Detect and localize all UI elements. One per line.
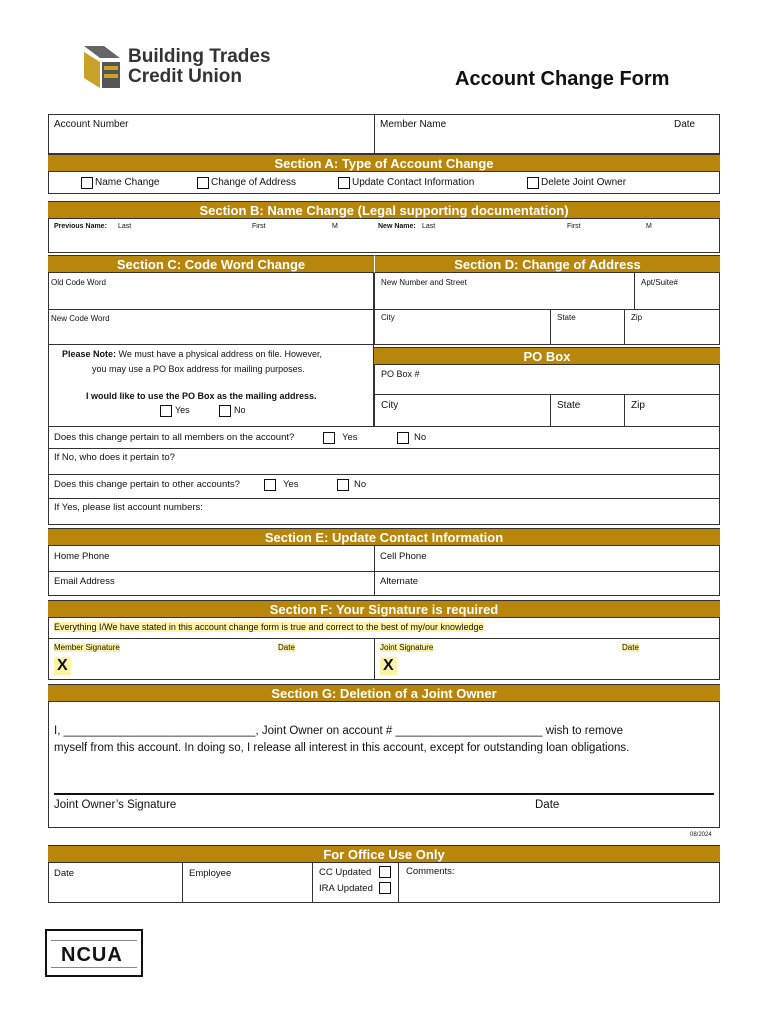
logo-line2: Credit Union xyxy=(128,66,242,87)
all-members-yes-label: Yes xyxy=(342,432,358,443)
name-change-label: Name Change xyxy=(95,177,160,188)
who-pertain-field[interactable]: If No, who does it pertain to? xyxy=(54,452,175,463)
cc-updated-label: CC Updated xyxy=(319,867,372,878)
section-a-header: Section A: Type of Account Change xyxy=(48,154,720,172)
ncua-logo-text: NCUA xyxy=(61,944,123,966)
change-of-address-checkbox[interactable] xyxy=(197,177,209,189)
ncua-badge xyxy=(45,929,143,977)
other-accounts-yes-checkbox[interactable] xyxy=(264,479,276,491)
cell-phone-field[interactable]: Cell Phone xyxy=(380,551,427,562)
new-name-label: New Name: xyxy=(378,223,416,230)
update-contact-checkbox[interactable] xyxy=(338,177,350,189)
logo-line1: Building Trades xyxy=(128,46,271,67)
joint-owner-statement-1: I, ______________________________, Joint Owner on account # _______________________ wish to remove xyxy=(54,725,624,737)
name-change-checkbox[interactable] xyxy=(81,177,93,189)
joint-signature-label: Joint Signature xyxy=(380,643,434,652)
alternate-field[interactable]: Alternate xyxy=(380,576,419,587)
ira-updated-label: IRA Updated xyxy=(319,883,373,894)
office-employee-field[interactable]: Employee xyxy=(189,868,232,879)
po-box-header: PO Box xyxy=(374,347,720,365)
delete-joint-owner-checkbox[interactable] xyxy=(527,177,539,189)
account-number-field[interactable]: Account Number xyxy=(54,119,129,130)
delete-joint-owner-label: Delete Joint Owner xyxy=(541,177,627,188)
member-name-field[interactable]: Member Name xyxy=(380,119,447,130)
joint-owner-date-label[interactable]: Date xyxy=(535,799,560,811)
po-city-field[interactable]: City xyxy=(381,400,399,411)
joint-date-label: Date xyxy=(622,643,639,652)
new-last-field[interactable]: Last xyxy=(422,223,436,230)
all-members-question: Does this change pertain to all members on the account? xyxy=(54,432,295,443)
account-numbers-field[interactable]: If Yes, please list account numbers: xyxy=(54,502,203,513)
section-e-header: Section E: Update Contact Information xyxy=(48,528,720,546)
joint-owner-statement-2: myself from this account. In doing so, I release all interest in this account, except for outstanding loan obligations. xyxy=(54,742,630,754)
note-text-1: Please Note: We must have a physical address on file. However, xyxy=(62,349,322,359)
section-c-header: Section C: Code Word Change xyxy=(48,255,374,273)
top-date-field[interactable]: Date xyxy=(674,119,696,130)
other-accounts-yes-label: Yes xyxy=(283,479,299,490)
po-mailing-yes-label: Yes xyxy=(175,405,190,415)
office-use-header: For Office Use Only xyxy=(48,845,720,863)
po-box-number-field[interactable]: PO Box # xyxy=(381,369,420,379)
change-of-address-label: Change of Address xyxy=(211,177,297,188)
po-mailing-no-checkbox[interactable] xyxy=(219,405,231,417)
new-code-word-field[interactable]: New Code Word xyxy=(51,314,110,323)
form-version: 08/2024 xyxy=(690,832,712,838)
other-accounts-no-checkbox[interactable] xyxy=(337,479,349,491)
home-phone-field[interactable]: Home Phone xyxy=(54,551,110,562)
new-state-field[interactable]: State xyxy=(557,313,576,322)
po-state-field[interactable]: State xyxy=(557,400,581,411)
member-date-label: Date xyxy=(278,643,295,652)
all-members-no-checkbox[interactable] xyxy=(397,432,409,444)
section-b-header: Section B: Name Change (Legal supporting documentation) xyxy=(48,201,720,219)
po-zip-field[interactable]: Zip xyxy=(631,400,645,411)
section-f-header: Section F: Your Signature is required xyxy=(48,600,720,618)
new-city-field[interactable]: City xyxy=(381,313,395,322)
update-contact-label: Update Contact Information xyxy=(352,177,475,188)
cc-updated-checkbox[interactable] xyxy=(379,866,391,878)
previous-first-field[interactable]: First xyxy=(252,223,266,230)
office-date-field[interactable]: Date xyxy=(54,868,75,879)
section-g-header: Section G: Deletion of a Joint Owner xyxy=(48,684,720,702)
email-address-field[interactable]: Email Address xyxy=(54,576,115,587)
section-d-header: Section D: Change of Address xyxy=(374,255,720,273)
po-mailing-yes-checkbox[interactable] xyxy=(160,405,172,417)
po-mailing-no-label: No xyxy=(234,405,246,415)
po-mailing-question: I would like to use the PO Box as the mailing address. xyxy=(86,391,317,401)
previous-last-field[interactable]: Last xyxy=(118,223,132,230)
member-signature-label: Member Signature xyxy=(54,643,120,652)
logo-mark-icon xyxy=(82,44,122,90)
joint-owner-signature-label[interactable]: Joint Owner’s Signature xyxy=(54,799,177,811)
new-first-field[interactable]: First xyxy=(567,223,581,230)
all-members-yes-checkbox[interactable] xyxy=(323,432,335,444)
ira-updated-checkbox[interactable] xyxy=(379,882,391,894)
other-accounts-no-label: No xyxy=(354,479,367,490)
old-code-word-field[interactable]: Old Code Word xyxy=(51,278,106,287)
member-signature-field[interactable]: X xyxy=(54,657,71,675)
joint-signature-field[interactable]: X xyxy=(380,657,397,675)
previous-name-label: Previous Name: xyxy=(54,223,107,230)
logo xyxy=(82,44,272,90)
form-title: Account Change Form xyxy=(455,68,670,90)
other-accounts-question: Does this change pertain to other accounts? xyxy=(54,479,240,490)
new-m-field[interactable]: M xyxy=(646,223,652,230)
new-zip-field[interactable]: Zip xyxy=(631,313,643,322)
note-text-2: you may use a PO Box address for mailing purposes. xyxy=(92,364,305,374)
apt-suite-field[interactable]: Apt/Suite# xyxy=(641,278,678,287)
certification-statement: Everything I/We have stated in this account change form is true and correct to the best of my/our knowledge xyxy=(54,622,484,632)
new-street-field[interactable]: New Number and Street xyxy=(381,278,467,287)
previous-m-field[interactable]: M xyxy=(332,223,338,230)
all-members-no-label: No xyxy=(414,432,427,443)
office-comments-field[interactable]: Comments: xyxy=(406,866,455,877)
